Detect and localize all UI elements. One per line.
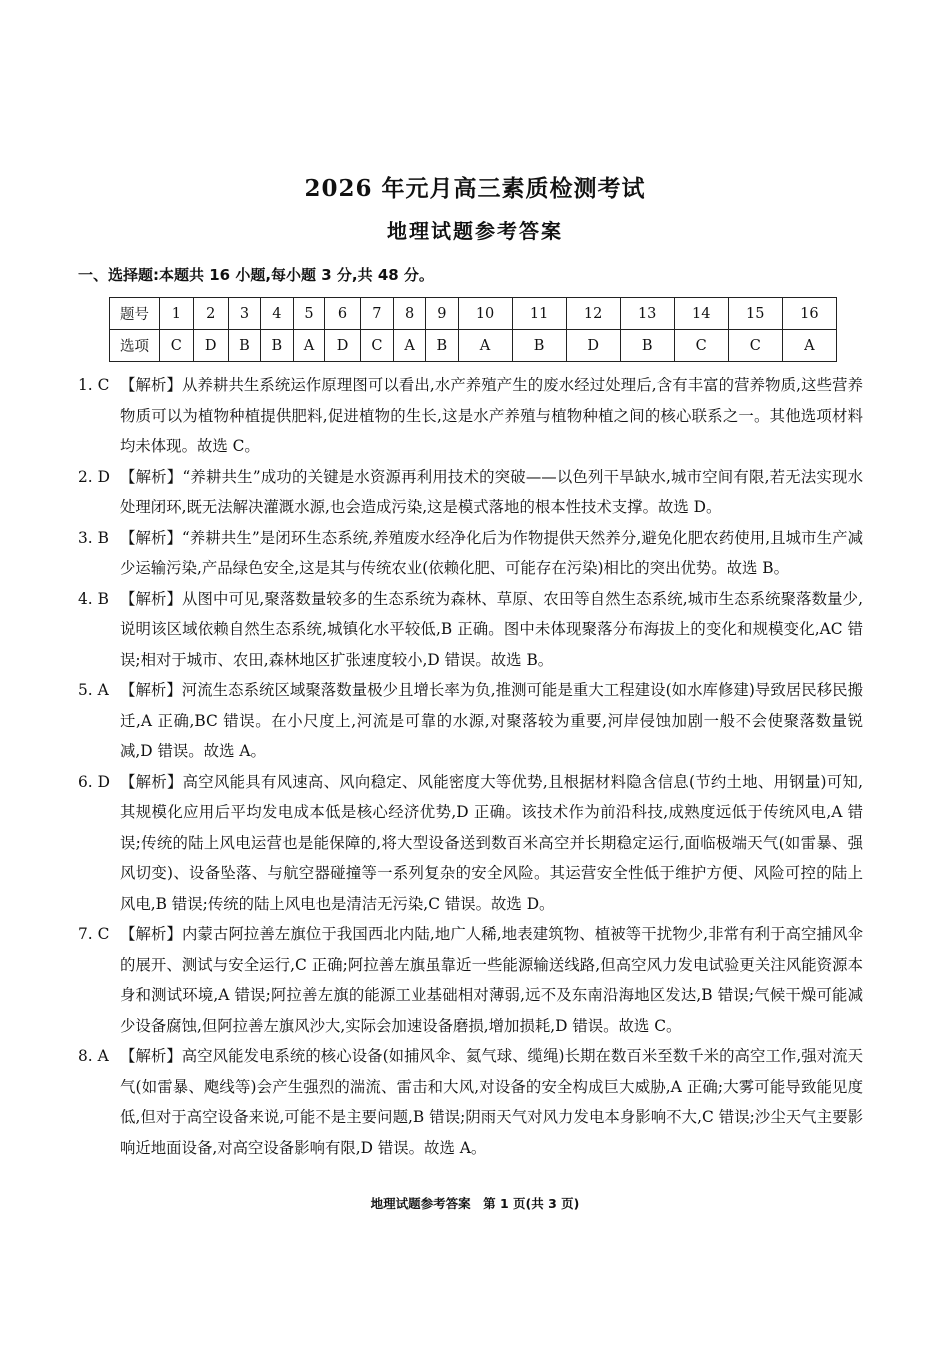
question-number-cell: 2 [193,298,228,330]
answer-option-cell: C [674,330,728,362]
answer-table [109,297,837,362]
explanation-number: 3. B [78,528,109,547]
explanation-number: 1. C [78,376,110,394]
answer-option-cell: B [261,330,293,362]
question-number-cell: 14 [674,298,728,330]
answer-option-cell: C [160,330,194,362]
explanation-number: 5. A [78,681,109,699]
answer-table-number-row [110,298,837,330]
explanation-number: 7. C [78,925,110,943]
question-number-cell: 15 [728,298,782,330]
answer-table-option-row [110,330,837,362]
explanation-number: 8. A [78,1047,109,1065]
explanation-text: 【解析】河流生态系统区域聚落数量极少且增长率为负,推测可能是重大工程建设(如水库修建)导致居民移民搬迁,A 正确,BC 错误。在小尺度上,河流是可靠的水源,对聚落较为重要,河岸侵蚀加剧一般不会使聚落数量锐减,D 错误。故选 A。 [120,681,863,760]
question-number-cell: 10 [458,298,512,330]
page-title: 2026 年元月高三素质检测考试 [304,175,646,202]
question-number-cell: 4 [261,298,293,330]
explanation-text: 【解析】“养耕共生”是闭环生态系统,养殖废水经净化后为作物提供天然养分,避免化肥农药使用,且城市生产减少运输污染,产品绿色安全,这是其与传统农业(依赖化肥、可能存在污染)相比的突出优势。故选 B。 [120,528,863,577]
question-number-cell: 13 [620,298,674,330]
explanation-item [78,919,863,1041]
explanation-text: 【解析】从图中可见,聚落数量较多的生态系统为森林、草原、农田等自然生态系统,城市生态系统聚落数量少,说明该区域依赖自然生态系统,城镇化水平较低,B 正确。图中未体现聚落分布海拔上的变化和规模变化,AC 错误;相对于城市、农田,森林地区扩张速度较小,D 错误。故选 B。 [120,589,863,669]
answer-option-cell: B [620,330,674,362]
explanation-text: 【解析】内蒙古阿拉善左旗位于我国西北内陆,地广人稀,地表建筑物、植被等干扰物少,非常有利于高空捕风伞的展开、测试与安全运行,C 正确;阿拉善左旗虽靠近一些能源输送线路,但高空风力发电试验更关注风能资源本身和测试环境,A 错误;阿拉善左旗的能源工业基础相对薄弱,远不及东南沿海地区发达,B 错误;气候干燥可能减少设备腐蚀,但阿拉善左旗风沙大,实际会加速设备磨损,增加损耗,D 错误。故选 C。 [120,925,863,1035]
answer-option-cell: A [782,330,836,362]
explanation-item [78,462,863,523]
answer-option-cell: A [458,330,512,362]
page-subtitle: 地理试题参考答案 [387,219,563,243]
question-number-cell: 9 [426,298,458,330]
answer-option-cell: D [566,330,620,362]
question-number-cell: 3 [228,298,260,330]
answer-option-cell: C [360,330,394,362]
explanation-text: 【解析】高空风能具有风速高、风向稳定、风能密度大等优势,且根据材料隐含信息(节约土地、用钢量)可知,其规模化应用后平均发电成本低是核心经济优势,D 正确。该技术作为前沿科技,成熟度远低于传统风电,A 错误;传统的陆上风电运营也是能保障的,将大型设备送到数百米高空并长期稳定运行,面临极端天气(如雷暴、强风切变)、设备坠落、与航空器碰撞等一系列复杂的安全风险。其运营安全性低于维护方便、风险可控的陆上风电,B 错误;传统的陆上风电也是清洁无污染,C 错误。故选 D。 [120,772,863,913]
explanation-text: 【解析】高空风能发电系统的核心设备(如捕风伞、氦气球、缆绳)长期在数百米至数千米的高空工作,强对流天气(如雷暴、飑线等)会产生强烈的湍流、雷击和大风,对设备的安全构成巨大威胁,A 正确;大雾可能导致能见度低,但对于高空设备来说,可能不是主要问题,B 错误;阴雨天气对风力发电本身影响不大,C 错误;沙尘天气主要影响近地面设备,对高空设备影响有限,D 错误。故选 A。 [120,1047,863,1157]
question-number-cell: 8 [394,298,426,330]
explanation-number: 4. B [78,589,109,608]
question-number-cell: 11 [512,298,566,330]
page-footer: 地理试题参考答案 第 1 页(共 3 页) [370,1196,580,1211]
explanation-item [78,767,863,920]
answer-option-cell: D [325,330,360,362]
answer-option-cell: B [426,330,458,362]
question-number-cell: 6 [325,298,360,330]
answer-option-cell: B [512,330,566,362]
explanation-item [78,523,863,584]
question-number-cell: 5 [293,298,325,330]
explanation-item [78,370,863,462]
explanation-item [78,584,863,676]
explanation-list [78,370,863,1163]
question-number-cell: 16 [782,298,836,330]
explanation-text: 【解析】从养耕共生系统运作原理图可以看出,水产养殖产生的废水经过处理后,含有丰富的营养物质,这些营养物质可以为植物种植提供肥料,促进植物的生长,这是水产养殖与植物种植之间的核心联系之一。其他选项材料均未体现。故选 C。 [120,376,863,455]
answer-option-cell: A [394,330,426,362]
row-label-option: 选项 [110,330,160,362]
question-number-cell: 7 [360,298,394,330]
question-number-cell: 1 [160,298,194,330]
explanation-text: 【解析】“养耕共生”成功的关键是水资源再利用技术的突破——以色列干旱缺水,城市空间有限,若无法实现水处理闭环,既无法解决灌溉水源,也会造成污染,这是模式落地的根本性技术支撑。故选 D。 [120,467,863,516]
answer-option-cell: C [728,330,782,362]
answer-option-cell: B [228,330,260,362]
section-heading: 一、选择题:本题共 16 小题,每小题 3 分,共 48 分。 [78,266,434,284]
explanation-item [78,1041,863,1163]
explanation-number: 6. D [78,772,110,791]
question-number-cell: 12 [566,298,620,330]
explanation-number: 2. D [78,467,110,486]
row-label-question-number: 题号 [110,298,160,330]
answer-option-cell: D [193,330,228,362]
explanation-item [78,675,863,767]
answer-option-cell: A [293,330,325,362]
